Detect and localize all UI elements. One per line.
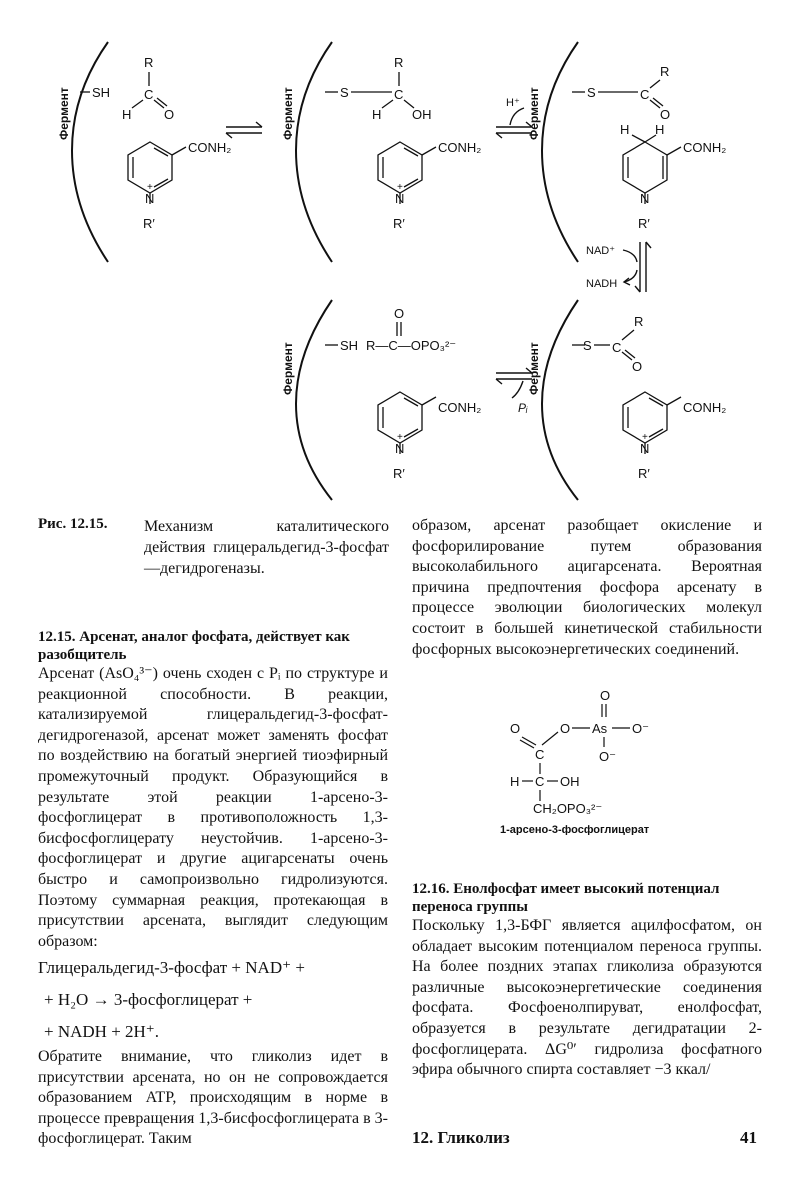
svg-text:H: H <box>372 107 382 122</box>
section-heading: 12.16. Енолфосфат имеет высокий потенциал переноса группы <box>412 881 720 915</box>
svg-text:SH: SH <box>340 338 359 353</box>
svg-text:CONH₂: CONH₂ <box>683 400 727 415</box>
equation-line: + H₂O → 3-фосфоглицерат + <box>44 990 253 1009</box>
svg-text:CONH₂: CONH₂ <box>438 140 482 155</box>
figure-label: Рис. 12.15. <box>38 516 108 532</box>
svg-text:O: O <box>600 688 611 703</box>
nad-plus-label: NAD⁺ <box>586 245 616 257</box>
svg-text:CH₂OPO₃²⁻: CH₂OPO₃²⁻ <box>533 801 603 816</box>
svg-text:H: H <box>620 122 630 137</box>
structure-caption: 1-арсено-3-фосфоглицерат <box>500 824 650 835</box>
svg-text:N: N <box>145 191 155 206</box>
svg-text:S: S <box>340 85 349 100</box>
svg-text:C: C <box>394 87 404 102</box>
paragraph: Поскольку 1,3-БФГ является ацилфосфатом, он обладает высоким потенциалом переноса группы. На более поздних этапах гликолиза образуются различные высокоэнергетические соединения фосфата. Фосфоенолпируват, енолфосфат, образуется в результате дегидратации 2-фосфоглицерата. ΔG⁰′ гидролиза фосфатного эфира обычного спирта составляет −3 ккал/ <box>412 917 762 1079</box>
svg-text:O: O <box>394 306 405 321</box>
svg-text:O: O <box>560 721 571 736</box>
section-heading: 12.15. Арсенат, аналог фосфата, действует как разобщитель <box>38 629 350 663</box>
svg-text:H: H <box>122 107 132 122</box>
page-number: 41 <box>740 1128 757 1147</box>
svg-text:+: + <box>642 432 648 443</box>
running-footer: 12. Гликолиз <box>412 1128 510 1147</box>
svg-text:CONH₂: CONH₂ <box>188 140 232 155</box>
enzyme-label: Фермент <box>527 87 541 140</box>
svg-text:OH: OH <box>560 774 580 789</box>
svg-text:+: + <box>397 182 403 193</box>
acylphosphate-group: R—C—OPO₃²⁻ <box>366 338 457 353</box>
enzyme-label: Фермент <box>281 87 295 140</box>
paragraph: Обратите внимание, что гликолиз идет в присутствии арсената, но он не сопровождается образованием ATP, происходящим в норме в процессе превращения 1,3-бисфосфоглицерата в 3-фосфоглицерат. Таким <box>38 1048 388 1148</box>
svg-text:R′: R′ <box>393 466 405 481</box>
enzyme-label: Фермент <box>527 342 541 395</box>
svg-text:S: S <box>583 338 592 353</box>
svg-text:OH: OH <box>412 107 432 122</box>
paragraph: Арсенат (AsO₄³⁻) очень сходен с Pᵢ по структуре и реакционной способности. В реакции, катализируемой глицеральдегид-3-фосфат-дегидрогеназой, арсенат может заменять фосфат по воздействию на богатый энергией тиоэфирный промежуточный продукт. Образующийся в результате этой реакции 1-арсено-3-фосфоглицерат в противоположность 1,3-бисфосфоглицерату неустойчив. 1-арсено-3-фосфоглицерат и другие ацигарсенаты очень быстро и самопроизвольно гидролизуются. Поэтому суммарная реакция, протекающая в присутствии арсената, выглядит следующим образом: <box>38 665 388 950</box>
svg-text:N: N <box>640 191 650 206</box>
equation-line: Глицеральдегид-3-фосфат + NAD⁺ + <box>38 958 305 977</box>
paragraph: образом, арсенат разобщает окисление и фосфорилирование путем образования высоколабильного ацигарсената. Вероятная причина предпочтения фосфора арсенату в процессе эволюции биологических молекул состоит в большей кинетической стабильности фосфорных высокоэнергетических соединений. <box>412 517 762 658</box>
svg-text:N: N <box>640 441 650 456</box>
svg-text:CONH₂: CONH₂ <box>683 140 727 155</box>
svg-text:R: R <box>394 55 404 70</box>
svg-text:R: R <box>144 55 154 70</box>
svg-text:O⁻: O⁻ <box>632 721 649 736</box>
svg-text:S: S <box>587 85 596 100</box>
svg-text:C: C <box>535 747 545 762</box>
svg-text:CONH₂: CONH₂ <box>438 400 482 415</box>
svg-text:O⁻: O⁻ <box>599 749 616 764</box>
svg-text:R′: R′ <box>638 466 650 481</box>
svg-text:+: + <box>397 432 403 443</box>
enzyme-label: Фермент <box>57 87 71 140</box>
svg-text:O: O <box>660 107 671 122</box>
equation-line: + NADH + 2H⁺. <box>44 1022 160 1041</box>
svg-text:C: C <box>640 87 650 102</box>
svg-text:H: H <box>655 122 665 137</box>
proton-label: H⁺ <box>506 97 520 109</box>
svg-text:C: C <box>144 87 154 102</box>
thiol-group: SH <box>92 85 111 100</box>
svg-text:R: R <box>634 314 644 329</box>
phosphate-label: Pᵢ <box>518 401 528 415</box>
svg-text:R′: R′ <box>143 216 155 231</box>
svg-text:O: O <box>510 721 521 736</box>
figure-caption: Механизм каталитического действия глицеральдегид-3-фосфат—дегидрогеназы. <box>144 518 389 577</box>
svg-text:R: R <box>660 64 670 79</box>
nadh-label: NADH <box>586 278 618 290</box>
svg-text:R′: R′ <box>393 216 405 231</box>
svg-text:As: As <box>592 721 608 736</box>
svg-text:H: H <box>510 774 520 789</box>
svg-text:O: O <box>632 359 643 374</box>
svg-text:R′: R′ <box>638 216 650 231</box>
svg-text:O: O <box>164 107 175 122</box>
enzyme-label: Фермент <box>281 342 295 395</box>
svg-text:N: N <box>395 441 405 456</box>
svg-text:N: N <box>395 191 405 206</box>
svg-text:C: C <box>535 774 545 789</box>
svg-text:C: C <box>612 340 622 355</box>
svg-text:+: + <box>147 182 153 193</box>
arsenoglycerate-structure <box>480 685 700 835</box>
mechanism-figure <box>0 0 797 505</box>
